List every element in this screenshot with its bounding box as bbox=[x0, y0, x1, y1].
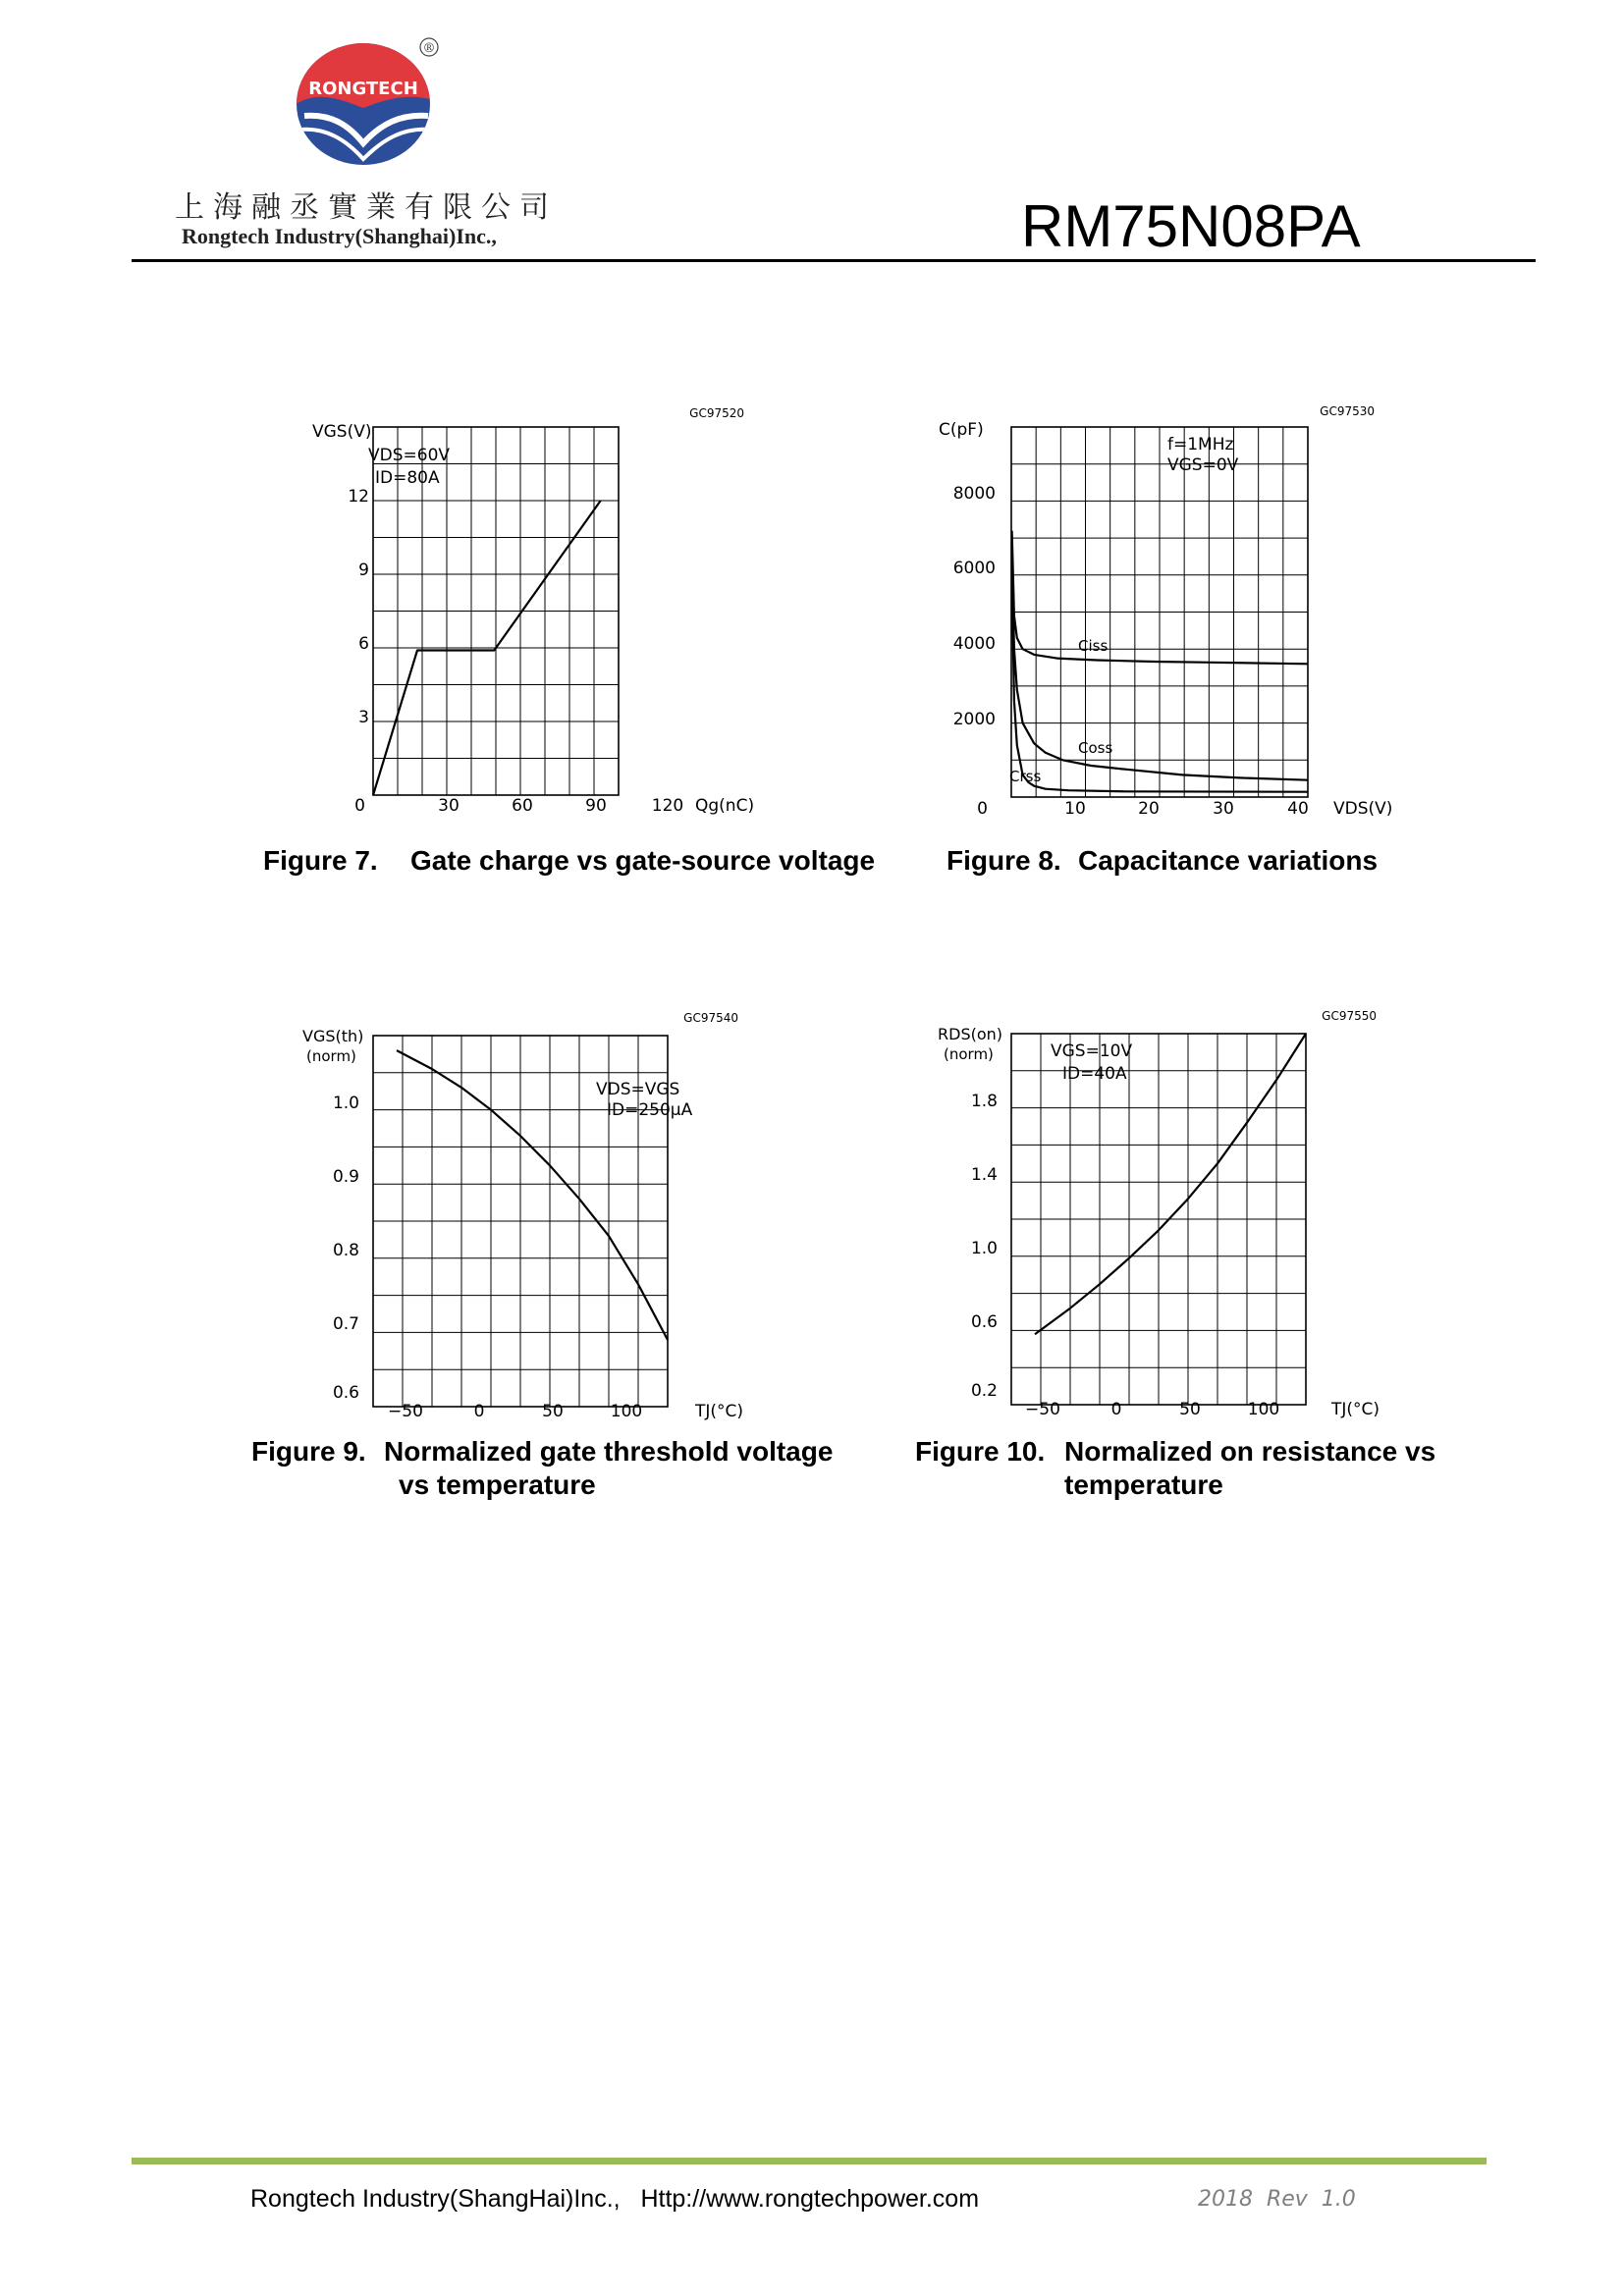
figure-code: GC97520 bbox=[689, 406, 744, 420]
chart-note: VGS=10V bbox=[1051, 1041, 1133, 1061]
figure-7-chart bbox=[295, 398, 785, 829]
figure-9-caption bbox=[251, 1435, 834, 1500]
y-tick-label: 1.0 bbox=[970, 1239, 998, 1258]
figure-10-chart bbox=[933, 1006, 1404, 1438]
x-tick-label: −50 bbox=[388, 1402, 423, 1421]
x-tick-label: 100 bbox=[610, 1402, 643, 1421]
company-name-cn: 上海融丞實業有限公司 bbox=[175, 190, 558, 225]
registered-mark: ® bbox=[422, 41, 436, 56]
x-tick-label: 40 bbox=[1287, 799, 1309, 819]
y-axis-label: VGS(V) bbox=[312, 422, 372, 442]
x-tick-label: 0 bbox=[1110, 1400, 1122, 1419]
caption-text: Normalized on resistance vs bbox=[1064, 1436, 1436, 1467]
x-tick-label: 50 bbox=[1179, 1400, 1201, 1419]
x-axis-label: TJ(°C) bbox=[695, 1402, 744, 1421]
figure-code: GC97530 bbox=[1320, 404, 1375, 418]
series-label: Crss bbox=[1009, 768, 1042, 785]
y-tick-label: 6000 bbox=[952, 559, 996, 578]
grid bbox=[1011, 1034, 1306, 1405]
x-tick-label: 30 bbox=[1213, 799, 1234, 819]
y-axis-label: C(pF) bbox=[939, 420, 984, 440]
figure-8-chart bbox=[933, 398, 1404, 829]
y-tick-label: 4000 bbox=[952, 634, 996, 654]
caption-text: vs temperature bbox=[399, 1469, 596, 1500]
x-axis-label: VDS(V) bbox=[1333, 799, 1393, 819]
header-rule bbox=[132, 259, 1536, 262]
logo-brand-text: RONGTECH bbox=[308, 79, 418, 99]
x-tick-label: 20 bbox=[1138, 799, 1160, 819]
y-tick-label: 2000 bbox=[952, 710, 996, 729]
caption-number: Figure 8. bbox=[947, 845, 1061, 876]
x-axis-label: TJ(°C) bbox=[1331, 1400, 1380, 1419]
part-number: RM75N08PA bbox=[1021, 193, 1361, 259]
x-tick-label: 0 bbox=[473, 1402, 485, 1421]
x-tick-label: −50 bbox=[1025, 1400, 1060, 1419]
caption-number: Figure 9. bbox=[251, 1436, 366, 1467]
footer-url[interactable]: Http://www.rongtechpower.com bbox=[640, 2185, 980, 2213]
figure-code: GC97550 bbox=[1322, 1009, 1377, 1023]
footer-bar bbox=[132, 2158, 1487, 2164]
y-axis-label: VGS(th) bbox=[302, 1027, 364, 1045]
chart-note: ID=250μA bbox=[607, 1100, 693, 1120]
figure-9-chart bbox=[295, 1006, 766, 1438]
x-tick-label: 60 bbox=[512, 796, 533, 816]
x-tick-label: 10 bbox=[1064, 799, 1086, 819]
x-tick-label: 90 bbox=[585, 796, 607, 816]
y-tick-label: 0.9 bbox=[332, 1167, 359, 1187]
figure-code: GC97540 bbox=[683, 1011, 738, 1025]
y-tick-label: 0.6 bbox=[970, 1312, 998, 1332]
y-tick-label: 0.7 bbox=[332, 1314, 359, 1334]
figure-10-caption bbox=[915, 1435, 1436, 1500]
chart-note: ID=80A bbox=[375, 468, 440, 488]
x-tick-label: 30 bbox=[438, 796, 460, 816]
x-tick-label: 50 bbox=[542, 1402, 564, 1421]
y-tick-label: 8000 bbox=[952, 484, 996, 504]
y-tick-label: 12 bbox=[348, 487, 369, 507]
y-tick-label: 0 bbox=[977, 799, 988, 819]
caption-text: Capacitance variations bbox=[1078, 845, 1379, 876]
y-tick-label: 0.8 bbox=[332, 1241, 359, 1260]
chart-note: ID=40A bbox=[1062, 1064, 1127, 1084]
y-tick-label: 9 bbox=[358, 561, 369, 580]
caption-text: Gate charge vs gate-source voltage bbox=[410, 845, 876, 876]
company-name-en: Rongtech Industry(Shanghai)Inc., bbox=[182, 224, 497, 248]
caption-text: Normalized gate threshold voltage bbox=[384, 1436, 834, 1467]
y-axis-label-sub: (norm) bbox=[944, 1045, 994, 1063]
caption-text: temperature bbox=[1064, 1469, 1223, 1500]
y-axis-label: RDS(on) bbox=[938, 1025, 1003, 1043]
y-tick-label: 1.0 bbox=[332, 1094, 359, 1113]
grid bbox=[1011, 427, 1308, 797]
x-tick-label: 100 bbox=[1247, 1400, 1280, 1419]
y-tick-label: 1.8 bbox=[970, 1092, 998, 1111]
y-tick-label: 1.4 bbox=[970, 1165, 998, 1185]
footer-revision: 2018 Rev 1.0 bbox=[1198, 2187, 1356, 2212]
caption-number: Figure 7. bbox=[263, 845, 378, 876]
series-label: Ciss bbox=[1078, 637, 1109, 655]
chart-note: f=1MHz bbox=[1167, 435, 1234, 454]
figure-7-caption bbox=[263, 844, 876, 878]
footer-text bbox=[250, 2185, 979, 2214]
series-label: Coss bbox=[1078, 739, 1113, 757]
y-tick-label: 0.2 bbox=[970, 1381, 998, 1401]
y-tick-label: 0 bbox=[354, 796, 365, 816]
figure-8-caption bbox=[947, 844, 1379, 878]
y-tick-label: 3 bbox=[358, 708, 369, 727]
x-tick-label: 120 bbox=[651, 796, 684, 816]
chart-note: VDS=60V bbox=[368, 446, 451, 465]
x-axis-label: Qg(nC) bbox=[695, 796, 755, 816]
footer-company: Rongtech Industry(ShangHai)Inc., bbox=[250, 2185, 621, 2213]
chart-note: VGS=0V bbox=[1167, 455, 1239, 475]
y-axis-label-sub: (norm) bbox=[306, 1047, 356, 1065]
chart-note: VDS=VGS bbox=[596, 1080, 680, 1099]
y-tick-label: 0.6 bbox=[332, 1383, 359, 1403]
rongtech-logo bbox=[291, 33, 458, 171]
y-tick-label: 6 bbox=[358, 634, 369, 654]
caption-number: Figure 10. bbox=[915, 1436, 1046, 1467]
